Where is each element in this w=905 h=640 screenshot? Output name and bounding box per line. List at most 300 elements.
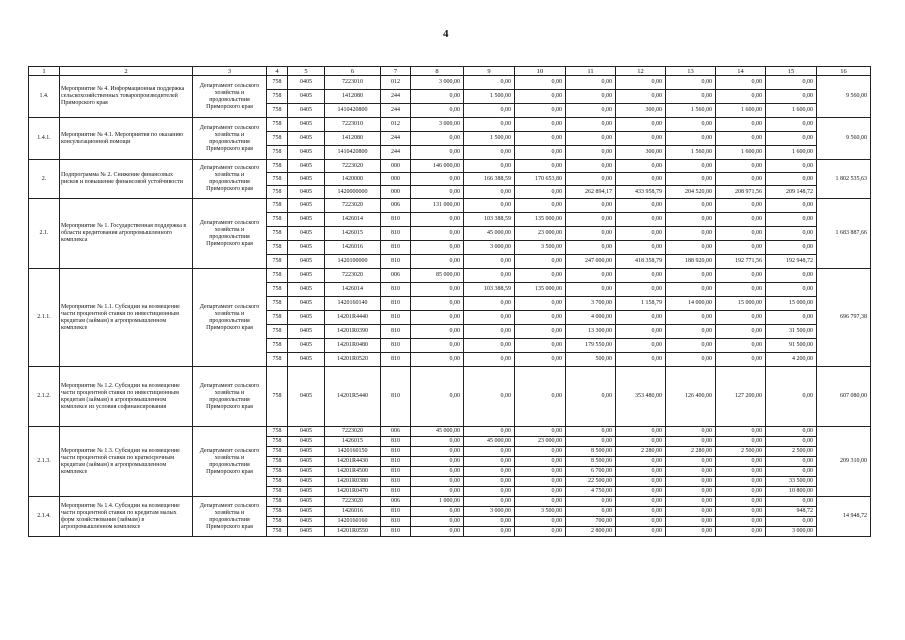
table-row <box>29 76 871 90</box>
value-cell: 0,00 <box>464 297 515 311</box>
table-body <box>29 76 871 537</box>
value-cell: 14 000,00 <box>666 297 716 311</box>
value-cell: 810 <box>381 353 411 367</box>
value-cell: 0,00 <box>464 497 515 507</box>
column-header-1: 1 <box>29 67 60 76</box>
value-cell: 0,00 <box>766 283 817 297</box>
value-cell: 244 <box>381 132 411 146</box>
value-cell: 0405 <box>288 283 325 297</box>
department-name: Департамент сельского хозяйства и продовольствия Приморского края <box>193 118 267 160</box>
value-cell: 0405 <box>288 467 325 477</box>
value-cell: 0405 <box>288 477 325 487</box>
total-cell: 607 080,00 <box>817 367 871 427</box>
department-name: Департамент сельского хозяйства и продовольствия Приморского края <box>193 497 267 537</box>
value-cell: 0,00 <box>716 311 766 325</box>
value-cell: 0405 <box>288 507 325 517</box>
value-cell: 0,00 <box>411 447 464 457</box>
table-row <box>29 367 871 427</box>
value-cell: 300,00 <box>616 104 666 118</box>
value-cell: 0,00 <box>716 339 766 353</box>
value-cell: 0,00 <box>666 269 716 283</box>
value-cell: 0405 <box>288 353 325 367</box>
value-cell: 0,00 <box>411 457 464 467</box>
value-cell: 758 <box>267 297 288 311</box>
value-cell: 0,00 <box>666 437 716 447</box>
table-row <box>29 269 871 283</box>
value-cell: 006 <box>381 427 411 437</box>
value-cell: 0,00 <box>616 477 666 487</box>
value-cell: 0,00 <box>616 311 666 325</box>
value-cell: 0,00 <box>616 199 666 213</box>
value-cell: 0,00 <box>766 457 817 467</box>
value-cell: 758 <box>267 132 288 146</box>
value-cell: 14201R0550 <box>325 527 381 537</box>
row-number: 2.1.2. <box>29 367 60 427</box>
value-cell: 0405 <box>288 367 325 427</box>
value-cell: 758 <box>267 339 288 353</box>
value-cell: 0,00 <box>716 241 766 255</box>
value-cell: 810 <box>381 213 411 227</box>
value-cell: 012 <box>381 76 411 90</box>
value-cell: 0,00 <box>566 160 616 173</box>
value-cell: 758 <box>267 497 288 507</box>
value-cell: 0405 <box>288 186 325 199</box>
value-cell: 0,00 <box>716 353 766 367</box>
value-cell: 0,00 <box>666 213 716 227</box>
value-cell: 0,00 <box>616 427 666 437</box>
value-cell: 0,00 <box>515 118 566 132</box>
value-cell: 13 300,00 <box>566 325 616 339</box>
value-cell: 0405 <box>288 90 325 104</box>
value-cell: 0,00 <box>716 487 766 497</box>
value-cell: 0,00 <box>766 76 817 90</box>
value-cell: 0,00 <box>411 477 464 487</box>
value-cell: 0,00 <box>616 173 666 186</box>
value-cell: 758 <box>267 199 288 213</box>
value-cell: 247 000,00 <box>566 255 616 269</box>
column-header-5: 5 <box>288 67 325 76</box>
value-cell: 0,00 <box>716 227 766 241</box>
value-cell: 810 <box>381 283 411 297</box>
value-cell: 810 <box>381 255 411 269</box>
value-cell: 0,00 <box>411 487 464 497</box>
value-cell: 0,00 <box>464 199 515 213</box>
value-cell: 000 <box>381 186 411 199</box>
value-cell: 91 500,00 <box>766 339 817 353</box>
value-cell: 0,00 <box>616 497 666 507</box>
value-cell: 0405 <box>288 487 325 497</box>
page-number: 4 <box>443 28 449 40</box>
value-cell: 1 500,00 <box>464 132 515 146</box>
value-cell: 14201R0480 <box>325 339 381 353</box>
value-cell: 23 000,00 <box>515 437 566 447</box>
value-cell: 0,00 <box>666 311 716 325</box>
value-cell: 0405 <box>288 339 325 353</box>
value-cell: 146 000,00 <box>411 160 464 173</box>
value-cell: 810 <box>381 311 411 325</box>
measure-name: Мероприятие № 1. Государственная поддержка в области кредитования агропромышленного комплекса <box>60 199 193 269</box>
value-cell: 0,00 <box>515 146 566 160</box>
value-cell: 0,00 <box>566 173 616 186</box>
value-cell: 0,00 <box>716 497 766 507</box>
value-cell: 0,00 <box>716 199 766 213</box>
value-cell: 0,00 <box>716 457 766 467</box>
value-cell: 244 <box>381 146 411 160</box>
value-cell: 0,00 <box>464 118 515 132</box>
value-cell: 0,00 <box>766 367 817 427</box>
value-cell: 0405 <box>288 497 325 507</box>
value-cell: 0,00 <box>515 297 566 311</box>
value-cell: 0,00 <box>411 367 464 427</box>
value-cell: 0,00 <box>616 437 666 447</box>
value-cell: 0405 <box>288 118 325 132</box>
value-cell: 0,00 <box>411 132 464 146</box>
value-cell: 3 500,00 <box>515 507 566 517</box>
value-cell: 758 <box>267 104 288 118</box>
value-cell: 0,00 <box>464 255 515 269</box>
value-cell: 45 000,00 <box>464 437 515 447</box>
value-cell: 0,00 <box>666 160 716 173</box>
value-cell: 0,00 <box>616 325 666 339</box>
value-cell: 0405 <box>288 227 325 241</box>
total-cell: 696 797,38 <box>817 269 871 367</box>
value-cell: 0,00 <box>464 146 515 160</box>
value-cell: 0,00 <box>515 90 566 104</box>
value-cell: 0,00 <box>464 367 515 427</box>
value-cell: 0,00 <box>515 311 566 325</box>
value-cell: 170 653,80 <box>515 173 566 186</box>
value-cell: 1420000000 <box>325 186 381 199</box>
row-number: 1.4. <box>29 76 60 118</box>
value-cell: 209 148,72 <box>766 186 817 199</box>
value-cell: 0,00 <box>515 367 566 427</box>
value-cell: 8 500,00 <box>566 457 616 467</box>
value-cell: 0,00 <box>566 90 616 104</box>
value-cell: 0,00 <box>566 427 616 437</box>
value-cell: 192 948,72 <box>766 255 817 269</box>
value-cell: 0405 <box>288 132 325 146</box>
value-cell: 0,00 <box>515 186 566 199</box>
value-cell: 0,00 <box>766 90 817 104</box>
value-cell: 810 <box>381 527 411 537</box>
value-cell: 127 200,00 <box>716 367 766 427</box>
value-cell: 0,00 <box>666 527 716 537</box>
value-cell: 23 000,00 <box>515 227 566 241</box>
value-cell: 0,00 <box>515 353 566 367</box>
value-cell: 0,00 <box>411 255 464 269</box>
value-cell: 6 700,00 <box>566 467 616 477</box>
header-row <box>29 67 871 76</box>
column-header-15: 15 <box>766 67 817 76</box>
value-cell: 0,00 <box>566 76 616 90</box>
value-cell: 7223020 <box>325 199 381 213</box>
value-cell: 0,00 <box>411 173 464 186</box>
value-cell: 0405 <box>288 241 325 255</box>
value-cell: 1420000 <box>325 173 381 186</box>
value-cell: 0,00 <box>666 427 716 437</box>
value-cell: 0,00 <box>464 527 515 537</box>
value-cell: 0,00 <box>515 427 566 437</box>
value-cell: 1 600,00 <box>716 146 766 160</box>
value-cell: 758 <box>267 487 288 497</box>
value-cell: 000 <box>381 173 411 186</box>
value-cell: 0,00 <box>515 255 566 269</box>
value-cell: 1 600,00 <box>716 104 766 118</box>
value-cell: 0,00 <box>616 241 666 255</box>
value-cell: 1412080 <box>325 90 381 104</box>
value-cell: 45 000,00 <box>464 227 515 241</box>
value-cell: 103 388,59 <box>464 283 515 297</box>
value-cell: 1 560,00 <box>666 104 716 118</box>
value-cell: 0,00 <box>766 437 817 447</box>
measure-name: Мероприятие № 1.2. Субсидии на возмещение части процентной ставки по инвестиционным кредитам (займам) в агропромышленном комплексе из условия софинансирования <box>60 367 193 427</box>
value-cell: 166 388,59 <box>464 173 515 186</box>
total-cell: 1 802 535,63 <box>817 160 871 199</box>
value-cell: 0,00 <box>716 269 766 283</box>
value-cell: 0,00 <box>666 173 716 186</box>
value-cell: 0405 <box>288 437 325 447</box>
value-cell: 7223020 <box>325 427 381 437</box>
value-cell: 179 550,00 <box>566 339 616 353</box>
value-cell: 0405 <box>288 104 325 118</box>
value-cell: 0405 <box>288 311 325 325</box>
value-cell: 2 280,00 <box>666 447 716 457</box>
value-cell: 0,00 <box>766 497 817 507</box>
value-cell: 0,00 <box>566 104 616 118</box>
value-cell: 0,00 <box>411 353 464 367</box>
value-cell: 45 000,00 <box>411 427 464 437</box>
value-cell: 10 800,00 <box>766 487 817 497</box>
value-cell: 810 <box>381 477 411 487</box>
column-header-14: 14 <box>716 67 766 76</box>
value-cell: 0,00 <box>464 104 515 118</box>
value-cell: 0,00 <box>566 497 616 507</box>
value-cell: 948,72 <box>766 507 817 517</box>
value-cell: 0,00 <box>515 527 566 537</box>
value-cell: 14201R5440 <box>325 367 381 427</box>
value-cell: 0,00 <box>666 199 716 213</box>
value-cell: 0,00 <box>666 457 716 467</box>
value-cell: 810 <box>381 325 411 339</box>
value-cell: 0,00 <box>464 325 515 339</box>
value-cell: 1420160150 <box>325 447 381 457</box>
value-cell: 0,00 <box>716 160 766 173</box>
value-cell: 0,00 <box>616 118 666 132</box>
value-cell: 0,00 <box>411 527 464 537</box>
value-cell: 0,00 <box>566 283 616 297</box>
value-cell: 810 <box>381 437 411 447</box>
value-cell: 22 500,00 <box>566 477 616 487</box>
value-cell: 0,00 <box>666 497 716 507</box>
value-cell: 0,00 <box>766 213 817 227</box>
value-cell: 1 600,00 <box>766 146 817 160</box>
value-cell: 0,00 <box>411 297 464 311</box>
measure-name: Мероприятие № 4.1. Мероприятия по оказанию консультационной помощи <box>60 118 193 160</box>
value-cell: 0,00 <box>766 160 817 173</box>
value-cell: 810 <box>381 241 411 255</box>
value-cell: 0,00 <box>766 132 817 146</box>
value-cell: 0,00 <box>616 132 666 146</box>
column-header-11: 11 <box>566 67 616 76</box>
value-cell: 7223010 <box>325 76 381 90</box>
value-cell: 85 000,00 <box>411 269 464 283</box>
value-cell: 0,00 <box>515 497 566 507</box>
value-cell: 0,00 <box>566 146 616 160</box>
value-cell: 0,00 <box>515 76 566 90</box>
value-cell: 3 000,00 <box>464 507 515 517</box>
value-cell: 758 <box>267 477 288 487</box>
value-cell: 758 <box>267 447 288 457</box>
department-name: Департамент сельского хозяйства и продовольствия Приморского края <box>193 199 267 269</box>
value-cell: 0,00 <box>464 269 515 283</box>
value-cell: 15 000,00 <box>766 297 817 311</box>
value-cell: 3 700,00 <box>566 297 616 311</box>
value-cell: 0405 <box>288 325 325 339</box>
value-cell: 0405 <box>288 527 325 537</box>
value-cell: 0,00 <box>766 118 817 132</box>
value-cell: 0,00 <box>616 76 666 90</box>
measure-name: Мероприятие № 4. Информационная поддержка сельскохозяйственных товаропроизводителей Приморского края <box>60 76 193 118</box>
value-cell: 0,00 <box>616 160 666 173</box>
value-cell: 0,00 <box>766 517 817 527</box>
value-cell: 3 000,00 <box>766 527 817 537</box>
value-cell: 0,00 <box>464 339 515 353</box>
total-cell: 9 560,00 <box>817 76 871 118</box>
value-cell: 14201R0390 <box>325 325 381 339</box>
value-cell: 0,00 <box>666 241 716 255</box>
value-cell: 0,00 <box>566 367 616 427</box>
value-cell: 758 <box>267 118 288 132</box>
value-cell: 1426015 <box>325 227 381 241</box>
value-cell: 810 <box>381 227 411 241</box>
value-cell: 0,00 <box>716 467 766 477</box>
measure-name: Мероприятие № 1.3. Субсидии на возмещение части процентной ставки по краткосрочным кредитам (займам) в агропромышленном комплексе <box>60 427 193 497</box>
department-name: Департамент сельского хозяйства и продовольствия Приморского края <box>193 269 267 367</box>
value-cell: 0,00 <box>411 90 464 104</box>
value-cell: 262 894,17 <box>566 186 616 199</box>
value-cell: 810 <box>381 297 411 311</box>
value-cell: 1410420800 <box>325 146 381 160</box>
value-cell: 33 500,00 <box>766 477 817 487</box>
value-cell: 810 <box>381 467 411 477</box>
value-cell: 2 280,00 <box>616 447 666 457</box>
value-cell: 0,00 <box>616 457 666 467</box>
value-cell: 1420160140 <box>325 297 381 311</box>
value-cell: 8 500,00 <box>566 447 616 457</box>
value-cell: 0,00 <box>464 186 515 199</box>
value-cell: 1426014 <box>325 283 381 297</box>
value-cell: 758 <box>267 146 288 160</box>
value-cell: 0,00 <box>616 517 666 527</box>
column-header-9: 9 <box>464 67 515 76</box>
value-cell: 006 <box>381 497 411 507</box>
value-cell: 0,00 <box>716 283 766 297</box>
value-cell: 0,00 <box>716 213 766 227</box>
value-cell: 0,00 <box>515 487 566 497</box>
value-cell: 4 000,00 <box>566 311 616 325</box>
total-cell: 209 310,00 <box>817 427 871 497</box>
value-cell: 15 000,00 <box>716 297 766 311</box>
value-cell: 0,00 <box>464 477 515 487</box>
value-cell: 810 <box>381 487 411 497</box>
value-cell: 2 500,00 <box>766 447 817 457</box>
value-cell: 188 920,00 <box>666 255 716 269</box>
department-name: Департамент сельского хозяйства и продовольствия Приморского края <box>193 427 267 497</box>
value-cell: 418 358,79 <box>616 255 666 269</box>
value-cell: 0,00 <box>566 199 616 213</box>
measure-name: Подпрограмма № 2. Снижение финансовых рисков и повышение финансовой устойчивости <box>60 160 193 199</box>
value-cell: 758 <box>267 227 288 241</box>
value-cell: 0405 <box>288 427 325 437</box>
value-cell: 758 <box>267 213 288 227</box>
value-cell: 758 <box>267 527 288 537</box>
value-cell: 0405 <box>288 160 325 173</box>
value-cell: 0,00 <box>411 104 464 118</box>
value-cell: 810 <box>381 517 411 527</box>
value-cell: 0,00 <box>716 477 766 487</box>
value-cell: 500,00 <box>566 353 616 367</box>
value-cell: 0,00 <box>716 517 766 527</box>
value-cell: 131 000,00 <box>411 199 464 213</box>
row-number: 2.1.4. <box>29 497 60 537</box>
column-header-7: 7 <box>381 67 411 76</box>
column-header-13: 13 <box>666 67 716 76</box>
value-cell: 758 <box>267 367 288 427</box>
value-cell: 0,00 <box>616 339 666 353</box>
value-cell: 006 <box>381 269 411 283</box>
department-name: Департамент сельского хозяйства и продовольствия Приморского края <box>193 76 267 118</box>
value-cell: 0,00 <box>616 90 666 104</box>
value-cell: 0,00 <box>716 427 766 437</box>
column-header-2: 2 <box>60 67 193 76</box>
value-cell: 0,00 <box>515 199 566 213</box>
value-cell: 1 000,00 <box>411 497 464 507</box>
value-cell: 758 <box>267 173 288 186</box>
value-cell: 1426016 <box>325 241 381 255</box>
total-cell: 14 948,72 <box>817 497 871 537</box>
value-cell: 208 971,56 <box>716 186 766 199</box>
value-cell: 0,00 <box>766 241 817 255</box>
value-cell: 0,00 <box>411 241 464 255</box>
row-number: 1.4.1. <box>29 118 60 160</box>
value-cell: 0,00 <box>515 160 566 173</box>
column-header-3: 3 <box>193 67 267 76</box>
value-cell: 0,00 <box>666 76 716 90</box>
value-cell: 0,00 <box>411 227 464 241</box>
value-cell: 006 <box>381 199 411 213</box>
value-cell: 0,00 <box>666 487 716 497</box>
value-cell: 0405 <box>288 199 325 213</box>
value-cell: 758 <box>267 457 288 467</box>
value-cell: 0,00 <box>515 132 566 146</box>
value-cell: 2 500,00 <box>716 447 766 457</box>
value-cell: 0,00 <box>716 173 766 186</box>
value-cell: 758 <box>267 255 288 269</box>
value-cell: 0,00 <box>411 186 464 199</box>
value-cell: 0,00 <box>411 517 464 527</box>
value-cell: 758 <box>267 427 288 437</box>
value-cell: 0,00 <box>766 311 817 325</box>
value-cell: 3 000,00 <box>411 118 464 132</box>
value-cell: 0,00 <box>464 457 515 467</box>
total-cell: 1 683 887,66 <box>817 199 871 269</box>
value-cell: 7223020 <box>325 160 381 173</box>
value-cell: 0,00 <box>666 339 716 353</box>
value-cell: 0,00 <box>515 339 566 353</box>
value-cell: 0,00 <box>716 118 766 132</box>
value-cell: 0,00 <box>616 283 666 297</box>
value-cell: 1 500,00 <box>464 90 515 104</box>
